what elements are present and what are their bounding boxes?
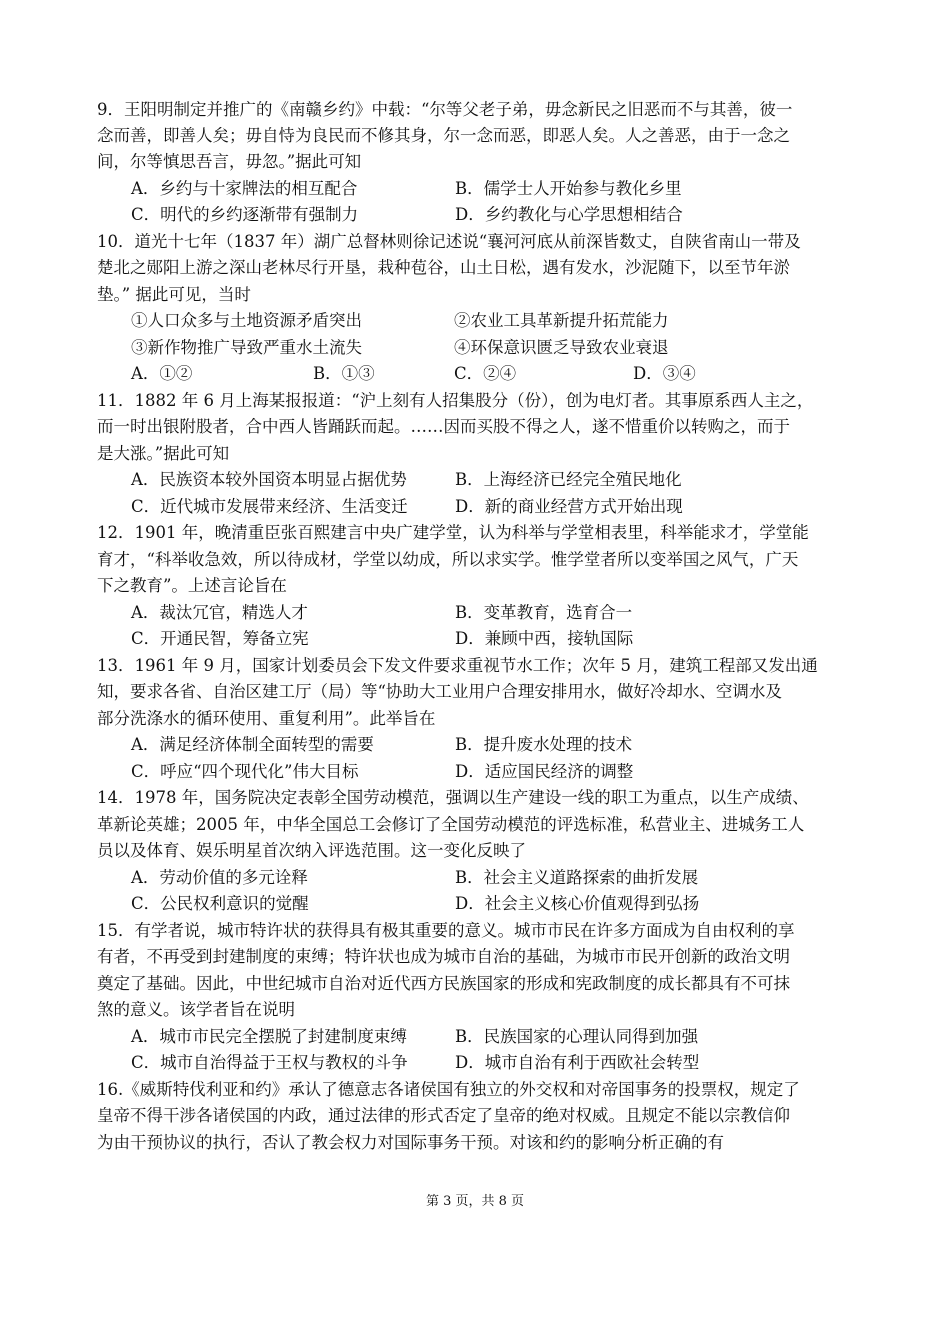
q9-option-d: D．乡约教化与心学思想相结合 [455,205,683,224]
q15-option-b: B．民族国家的心理认同得到加强 [455,1027,699,1046]
q9-options-row-2 [131,202,871,228]
q13-option-c: C．呼应“四个现代化”伟大目标 [131,762,359,781]
q11-stem-line-3: 是大涨。”据此可知 [97,444,230,463]
q15-stem-line-3: 奠定了基础。因此，中世纪城市自治对近代西方民族国家的形成和宪政制度的成长都具有不可抹 [97,974,790,993]
q13-stem-line-2: 知，要求各省、自治区建工厅（局）等“协助大工业用户合理安排用水，做好冷却水、空调水及 [97,682,782,701]
q14-options-row-1 [131,865,871,891]
q16-stem-line-1: 16.《威斯特伐利亚和约》承认了德意志各诸侯国有独立的外交权和对帝国事务的投票权，规定了 [97,1080,800,1099]
q12-stem-line-2: 育才，“科举收急效，所以待成材，学堂以幼成，所以求实学。惟学堂者所以变举国之风气，广天 [97,550,799,569]
q9-option-a: A．乡约与十家牌法的相互配合 [131,179,358,198]
q9-options-row-1 [131,176,871,202]
q10-option-a: A．①② [131,364,193,383]
q10-option-d: D．③④ [633,364,696,383]
q11-stem-line-1: 11．1882 年 6 月上海某报报道：“沪上刻有人招集股分（份），创为电灯者。其事原系西人主之， [97,391,814,410]
q13-option-d: D．适应国民经济的调整 [455,762,634,781]
q10-item-3: ③新作物推广导致严重水土流失 [131,338,362,357]
q10-items-row-1 [131,308,871,334]
q11-option-b: B．上海经济已经完全殖民地化 [455,470,682,489]
q12-option-c: C．开通民智，筹备立宪 [131,629,309,648]
q9-option-c: C．明代的乡约逐渐带有强制力 [131,205,359,224]
q14-stem-line-2: 革新论英雄；2005 年，中华全国总工会修订了全国劳动模范的评选标准，私营业主、进城务工人 [97,815,805,834]
q15-options-row-1 [131,1024,871,1050]
q14-stem-line-1: 14．1978 年，国务院决定表彰全国劳动模范，强调以生产建设一线的职工为重点，以生产成绩、 [97,788,809,807]
q10-item-2: ②农业工具革新提升拓荒能力 [454,311,669,330]
q15-stem-line-1: 15．有学者说，城市特许状的获得具有极其重要的意义。城市市民在许多方面成为自由权利的享 [97,921,795,940]
q13-options-row-2 [131,759,871,785]
q13-option-a: A．满足经济体制全面转型的需要 [131,735,374,754]
q9-stem-line-1: 9．王阳明制定并推广的《南赣乡约》中载：“尔等父老子弟，毋念新民之旧恶而不与其善，彼一 [97,100,793,119]
q10-stem-line-1: 10．道光十七年（1837 年）湖广总督林则徐记述说“襄河河底从前深皆数丈，自陕省南山一带及 [97,232,801,251]
q10-item-4: ④环保意识匮乏导致农业衰退 [454,338,669,357]
q9-stem-line-3: 间，尔等慎思吾言，毋忽。”据此可知 [97,152,362,171]
q13-option-b: B．提升废水处理的技术 [455,735,633,754]
q11-option-d: D．新的商业经营方式开始出现 [455,497,683,516]
q12-option-d: D．兼顾中西，接轨国际 [455,629,634,648]
q13-options-row-1 [131,732,871,758]
q12-option-a: A．裁汰冗官，精选人才 [131,603,308,622]
q10-stem-line-3: 垫。” 据此可见，当时 [97,285,251,304]
q11-options-row-1 [131,467,871,493]
q9-stem-line-2: 念而善，即善人矣；毋自恃为良民而不修其身，尔一念而恶，即恶人矣。人之善恶，由于一念之 [97,126,790,145]
q14-option-d: D．社会主义核心价值观得到弘扬 [455,894,700,913]
q10-option-b: B．①③ [313,364,375,383]
q15-option-c: C．城市自治得益于王权与教权的斗争 [131,1053,408,1072]
page-footer: 第 3 页，共 8 页 [425,1194,525,1209]
q12-options-row-1 [131,600,871,626]
q11-option-c: C．近代城市发展带来经济、生活变迁 [131,497,408,516]
q14-option-c: C．公民权利意识的觉醒 [131,894,309,913]
q14-stem-line-3: 员以及体育、娱乐明星首次纳入评选范围。这一变化反映了 [97,841,526,860]
q10-options-row [131,361,871,387]
q16-stem-line-3: 为由干预协议的执行，否认了教会权力对国际事务干预。对该和约的影响分析正确的有 [97,1133,724,1152]
q10-stem-line-2: 楚北之郧阳上游之深山老林尽行开垦，栽种苞谷，山土日松，遇有发水，沙泥随下，以至节年淤 [97,258,790,277]
q15-stem-line-4: 煞的意义。该学者旨在说明 [97,1000,295,1019]
q10-option-c: C．②④ [454,364,517,383]
q14-option-b: B．社会主义道路探索的曲折发展 [455,868,699,887]
q11-options-row-2 [131,494,871,520]
q15-stem-line-2: 有者，不再受到封建制度的束缚；特许状也成为城市自治的基础，为城市市民开创新的政治文明 [97,947,790,966]
q12-stem-line-1: 12．1901 年，晚清重臣张百熙建言中央广建学堂，认为科举与学堂相表里，科举能求才，学堂能 [97,523,809,542]
q10-item-1: ①人口众多与土地资源矛盾突出 [131,311,362,330]
q12-option-b: B．变革教育，选育合一 [455,603,633,622]
q11-option-a: A．民族资本较外国资本明显占据优势 [131,470,407,489]
q9-option-b: B．儒学士人开始参与教化乡里 [455,179,682,198]
q11-stem-line-2: 而一时出银附股者，合中西人皆踊跃而起。……因而买股不得之人，遂不惜重价以转购之，而于 [97,417,790,436]
q15-option-d: D．城市自治有利于西欧社会转型 [455,1053,700,1072]
q14-option-a: A．劳动价值的多元诠释 [131,868,308,887]
q13-stem-line-1: 13．1961 年 9 月，国家计划委员会下发文件要求重视节水工作；次年 5 月，建筑工程部又发出通 [97,656,818,675]
q13-stem-line-3: 部分洗涤水的循环使用、重复利用”。此举旨在 [97,709,436,728]
q15-options-row-2 [131,1050,871,1076]
q12-options-row-2 [131,626,871,652]
q15-option-a: A．城市市民完全摆脱了封建制度束缚 [131,1027,407,1046]
q12-stem-line-3: 下之教育”。上述言论旨在 [97,576,287,595]
q10-items-row-2 [131,335,871,361]
q16-stem-line-2: 皇帝不得干涉各诸侯国的内政，通过法律的形式否定了皇帝的绝对权威。且规定不能以宗教信仰 [97,1106,790,1125]
q14-options-row-2 [131,891,871,917]
